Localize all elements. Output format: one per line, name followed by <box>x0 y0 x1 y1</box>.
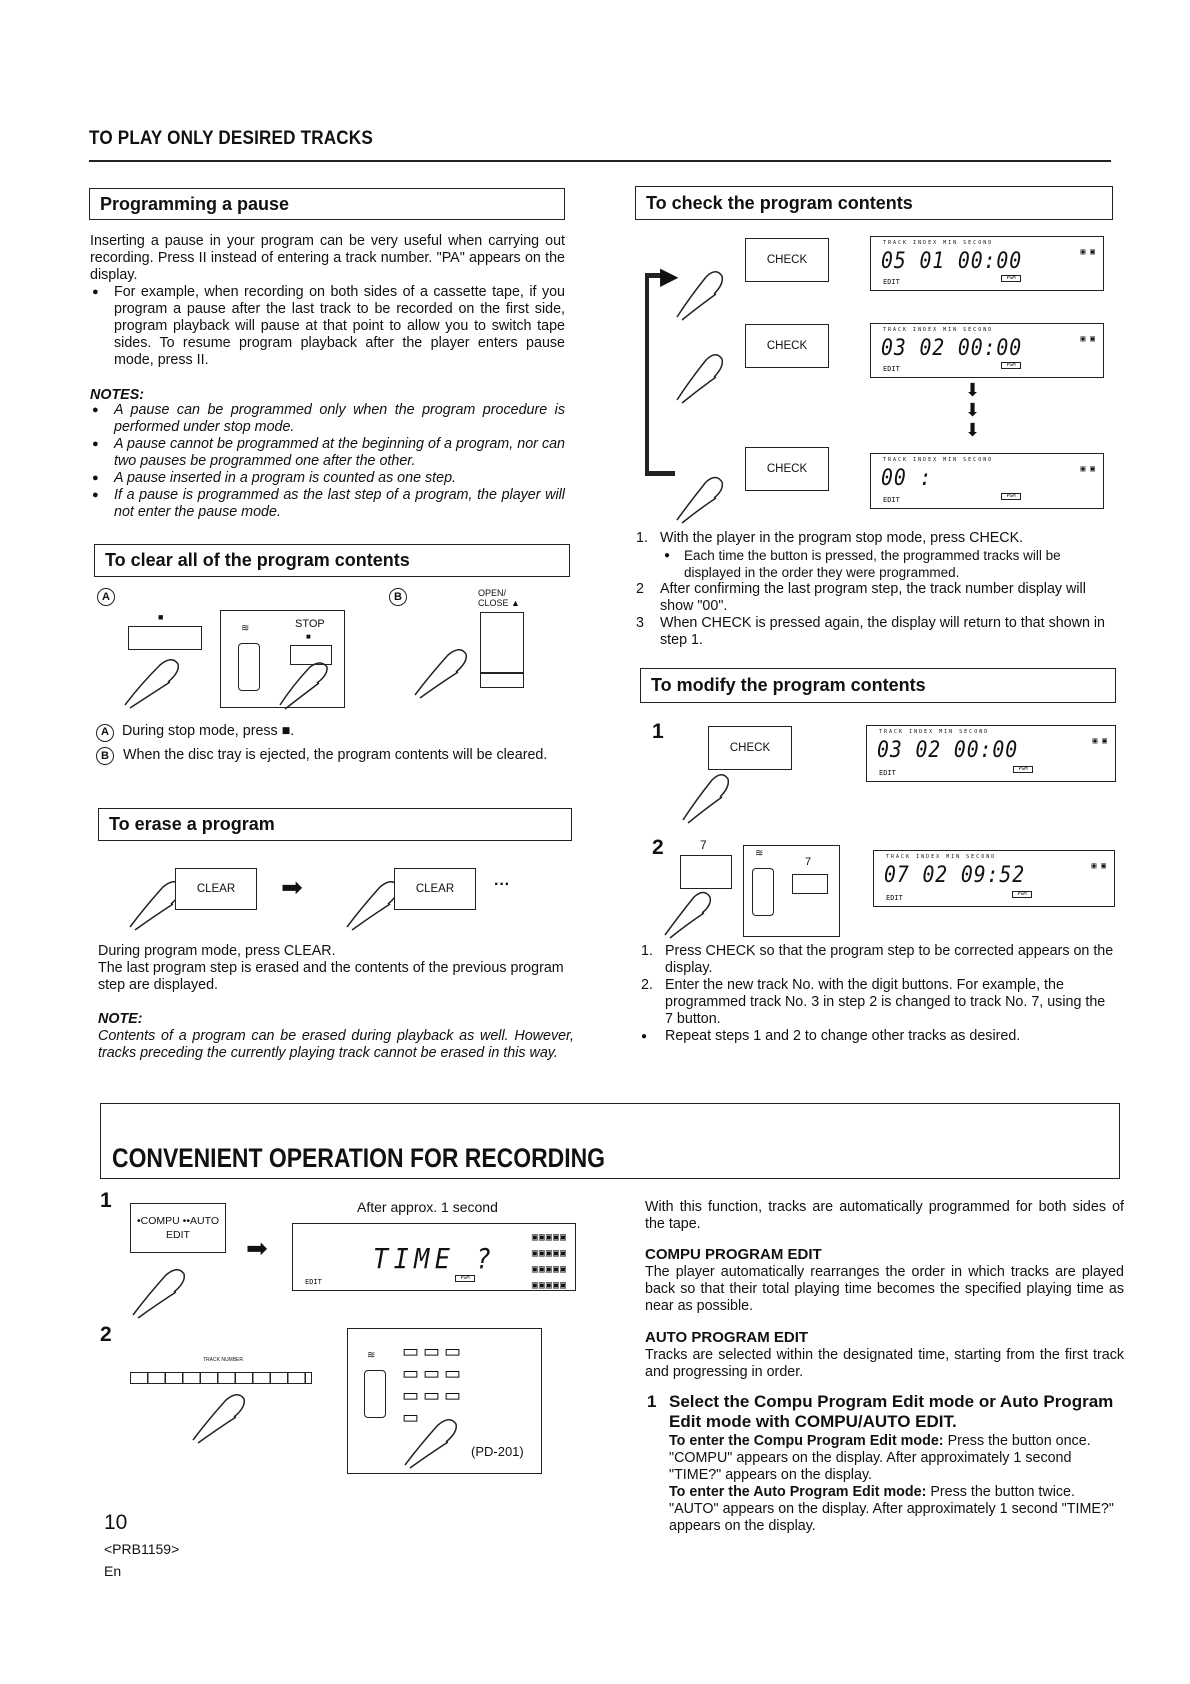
clear-button[interactable]: CLEAR <box>394 868 476 910</box>
compu-auto-edit-button[interactable]: •COMPU ••AUTO EDIT <box>130 1203 226 1253</box>
time-lcd-display <box>292 1223 576 1291</box>
erase-text-1: During program mode, press CLEAR. <box>98 943 336 959</box>
after-label: After approx. 1 second <box>357 1199 498 1215</box>
stop-square-icon: ■ <box>158 612 164 622</box>
modify-step-bullet: ● <box>641 1031 648 1042</box>
clear-item-a-text: During stop mode, press ■. <box>121 723 295 739</box>
label-a-circle: A <box>97 588 115 606</box>
lcd-indicators: ▣▣▣▣▣ ▣▣▣▣▣ ▣▣▣▣▣ ▣▣▣▣▣ <box>531 1232 567 1291</box>
check-step <box>636 581 1114 615</box>
lcd-digits: 05 01 00:00 <box>881 249 1023 274</box>
modify-step <box>641 977 1117 1028</box>
auto-heading: AUTO PROGRAM EDIT <box>645 1329 809 1346</box>
arrow-down-icon: ⬇ ⬇ ⬇ <box>965 380 981 440</box>
conv-intro: With this function, tracks are automatically programmed for both sides of the tape. <box>645 1199 1124 1232</box>
digit-keypad[interactable]: ▭▭▭ ▭▭▭ ▭▭▭ ▭ <box>402 1341 466 1427</box>
lcd-labels: TRACK INDEX MIN SECOND <box>883 327 994 333</box>
pause-note: ● If a pause is programmed as the last step of a program, the player will not enter the pause mode. <box>90 487 565 521</box>
auto-mode-text: Press the button twice. "AUTO" appears on the display. After approximately 1 second "TIME?" appears on the display. <box>669 1484 1114 1534</box>
finger-icon <box>672 470 742 525</box>
check-step-num: 2 <box>636 581 644 597</box>
modify-step-text: Press CHECK so that the program step to be corrected appears on the display. <box>665 943 1114 976</box>
lcd-edit: EDIT <box>886 894 903 902</box>
pause-heading: Programming a pause <box>89 188 565 220</box>
modify-steps <box>641 943 1117 1045</box>
check-step-text: Each time the button is pressed, the programmed tracks will be displayed in the order they were programmed. <box>684 548 1061 580</box>
check-step-bullet: ● <box>664 550 671 561</box>
remote-signal-icon: ≋ <box>755 848 764 859</box>
check-step <box>636 530 1114 547</box>
track-number-buttons[interactable] <box>130 1372 312 1384</box>
lcd-pgm: PGM <box>1001 493 1021 500</box>
ellipsis: ··· <box>494 876 510 893</box>
finger-icon <box>672 345 742 405</box>
lcd-display <box>870 323 1104 378</box>
loop-arrow-icon: ▶ <box>660 263 679 290</box>
compu-text: The player automatically rearranges the order in which tracks are played back so that their total playing time becomes the specified playing time as near as possible. <box>645 1264 1124 1314</box>
pause-example: ● For example, when recording on both sides of a cassette tape, if you program a pause after the last track to be recorded on the first side, program playback will pause at that point to allow you to switch tape sides. To resume program playback after the player enters pause mode, press II. <box>90 284 565 369</box>
page-title: TO PLAY ONLY DESIRED TRACKS <box>89 128 373 149</box>
finger-icon <box>128 1260 208 1320</box>
lcd-display <box>873 850 1115 907</box>
lcd-digits: 03 02 00:00 <box>877 738 1019 763</box>
compu-mode <box>669 1433 1125 1484</box>
erase-note-heading: NOTE: <box>98 1011 143 1027</box>
lcd-edit: EDIT <box>883 365 900 373</box>
check-button[interactable]: CHECK <box>745 324 829 368</box>
lcd-edit: EDIT <box>883 496 900 504</box>
remote-sensor <box>364 1370 386 1418</box>
lcd-digits: 03 02 00:00 <box>881 336 1023 361</box>
pause-intro: Inserting a pause in your program can be very useful when carrying out recording. Press II instead of entering a track number. "PA" appears on the display. <box>90 233 565 283</box>
check-heading: To check the program contents <box>635 186 1113 220</box>
lcd-indicators: ▣ ▣ <box>1080 334 1095 343</box>
clear-item-a <box>96 723 571 742</box>
modify-step-1: 1 <box>652 720 664 743</box>
modify-step-num: 1. <box>641 943 653 959</box>
check-button[interactable]: CHECK <box>708 726 792 770</box>
check-step-num: 3 <box>636 615 644 631</box>
lcd-labels: TRACK INDEX MIN SECOND <box>883 457 994 463</box>
lcd-pgm: PGM <box>1001 275 1021 282</box>
pause-example-list <box>90 284 565 369</box>
circle-b: B <box>96 747 114 765</box>
lcd-display <box>870 236 1104 291</box>
pause-notes-heading: NOTES: <box>90 387 145 403</box>
modify-step <box>641 1028 1117 1045</box>
auto-mode <box>669 1484 1125 1535</box>
select-heading: Select the Compu Program Edit mode or Auto Program Edit mode with COMPU/AUTO EDIT. <box>669 1392 1114 1431</box>
lcd-indicators: ▣ ▣ <box>1080 464 1095 473</box>
modify-step-2: 2 <box>652 836 664 859</box>
finger-icon <box>120 650 210 710</box>
modify-step-text: Enter the new track No. with the digit buttons. For example, the programmed track No. 3 in step 2 is changed to track No. 7, using the 7 button. <box>665 977 1106 1027</box>
auto-text: Tracks are selected within the designated time, starting from the first track and progressing in order. <box>645 1347 1124 1380</box>
finger-icon <box>672 262 742 322</box>
remote-stop-square-icon: ■ <box>306 632 311 641</box>
lcd-digits: 00 : <box>881 466 933 491</box>
pause-note: ● A pause can be programmed only when the program procedure is performed under stop mode. <box>90 402 565 436</box>
modify-step <box>641 943 1117 977</box>
lcd-pgm: PGM <box>455 1275 475 1282</box>
language-code: En <box>104 1563 122 1579</box>
lcd-display <box>866 725 1116 782</box>
erase-text-2: The last program step is erased and the contents of the previous program step are displayed. <box>98 960 564 993</box>
compu-mode-text: Press the button once. "COMPU" appears on the display. After approximately 1 second "TIME?" appears on the display. <box>669 1433 1091 1483</box>
lcd-labels: TRACK INDEX MIN SECOND <box>886 854 997 860</box>
lcd-edit: EDIT <box>305 1278 322 1286</box>
finger-icon <box>678 765 748 825</box>
check-button[interactable]: CHECK <box>745 447 829 491</box>
clear-item-b <box>96 747 571 765</box>
lcd-pgm: PGM <box>1001 362 1021 369</box>
modify-step-text: Repeat steps 1 and 2 to change other tracks as desired. <box>665 1028 1021 1044</box>
lcd-pgm: PGM <box>1013 766 1033 773</box>
lcd-indicators: ▣ ▣ <box>1080 247 1095 256</box>
finger-icon <box>410 640 490 700</box>
arrow-right-icon: ➡ <box>246 1233 268 1263</box>
label-b-circle: B <box>389 588 407 606</box>
select-num: 1 <box>647 1392 657 1411</box>
clear-item-b-text: When the disc tray is ejected, the program contents will be cleared. <box>123 747 548 763</box>
compu-mode-label: To enter the Compu Program Edit mode: <box>669 1433 944 1449</box>
header-rule <box>89 160 1111 162</box>
check-button[interactable]: CHECK <box>745 238 829 282</box>
track-number-label: TRACK NUMBER <box>203 1357 244 1363</box>
conv-step-1: 1 <box>100 1189 112 1212</box>
pause-note: ● A pause cannot be programmed at the beginning of a program, nor can two pauses be programmed one after the other. <box>90 436 565 470</box>
lcd-indicators: ▣ ▣ <box>1091 861 1106 870</box>
arrow-right-icon: ➡ <box>281 872 303 902</box>
compu-heading: COMPU PROGRAM EDIT <box>645 1246 822 1263</box>
clear-all-heading: To clear all of the program contents <box>94 544 570 577</box>
check-step-text: With the player in the program stop mode, press CHECK. <box>660 530 1024 546</box>
erase-heading: To erase a program <box>98 808 572 841</box>
lcd-display <box>870 453 1104 509</box>
modify-step-num: 2. <box>641 977 653 993</box>
lcd-indicators: ▣ ▣ <box>1092 736 1107 745</box>
remote-digit-7-button[interactable] <box>792 874 828 894</box>
time-lcd-digits: TIME ? <box>373 1242 497 1275</box>
check-step <box>636 547 1114 581</box>
stop-button[interactable] <box>128 626 202 650</box>
finger-icon <box>275 655 355 710</box>
doc-code: <PRB1159> <box>104 1541 180 1557</box>
digit-7-label: 7 <box>700 838 707 852</box>
check-step-text: After confirming the last program step, the track number display will show "00". <box>660 581 1086 614</box>
lcd-edit: EDIT <box>883 278 900 286</box>
erase-note: Contents of a program can be erased during playback as well. However, tracks preceding the currently playing track cannot be erased in this way. <box>98 1028 574 1061</box>
check-step-text: When CHECK is pressed again, the display will return to that shown in step 1. <box>660 615 1106 648</box>
lcd-labels: TRACK INDEX MIN SECOND <box>883 240 994 246</box>
check-steps <box>636 530 1114 649</box>
loop-bracket <box>645 275 649 475</box>
finger-icon <box>400 1410 480 1470</box>
conv-step-2: 2 <box>100 1323 112 1346</box>
remote-7-label: 7 <box>805 856 812 868</box>
lcd-digits: 07 02 09:52 <box>884 863 1026 888</box>
remote-signal-icon: ≋ <box>241 623 250 634</box>
clear-button[interactable]: CLEAR <box>175 868 257 910</box>
check-step <box>636 615 1114 649</box>
remote-sensor <box>238 643 260 691</box>
loop-bracket-bottom <box>645 471 675 476</box>
remote-signal-icon: ≋ <box>367 1350 376 1361</box>
circle-a: A <box>96 724 114 742</box>
convenient-heading: CONVENIENT OPERATION FOR RECORDING <box>112 1143 606 1173</box>
finger-icon <box>660 885 730 940</box>
open-close-label: OPEN/ CLOSE ▲ <box>478 588 520 608</box>
finger-icon <box>188 1385 268 1445</box>
model-label: (PD-201) <box>471 1444 524 1459</box>
check-step-num: 1. <box>636 530 648 546</box>
digit-7-button[interactable] <box>680 855 732 889</box>
modify-heading: To modify the program contents <box>640 668 1116 703</box>
page-number: 10 <box>104 1511 128 1534</box>
pause-notes <box>90 402 565 521</box>
remote-stop-label: STOP <box>295 618 325 630</box>
lcd-pgm: PGM <box>1012 891 1032 898</box>
lcd-labels: TRACK INDEX MIN SECOND <box>879 729 990 735</box>
pause-note: ● A pause inserted in a program is counted as one step. <box>90 470 565 487</box>
auto-mode-label: To enter the Auto Program Edit mode: <box>669 1484 927 1500</box>
lcd-edit: EDIT <box>879 769 896 777</box>
remote-sensor <box>752 868 774 916</box>
